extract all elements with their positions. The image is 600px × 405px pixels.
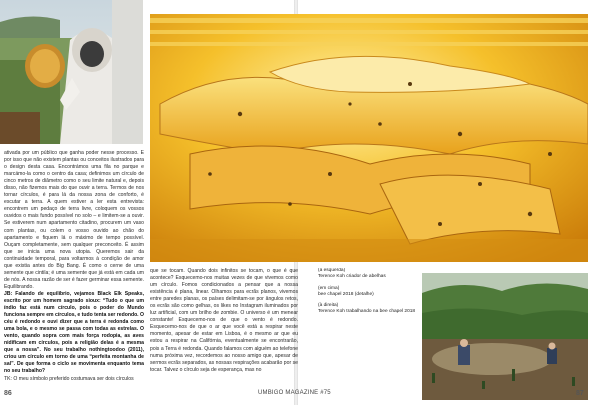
beekeeper-photo: [0, 0, 143, 144]
paragraph: ativada por um público que ganha poder nesse processo. É por isso que não existem plantas ou conceitos ilustrados para o design desta casa. Encontrámos uma fila no parque e marcámo-la como o centro da casa; definimos um círculo de cinco metros de diâmetro como o seu limite natural e, depois disso, não fizemos mais do que ouvir a terra. Termos de nos tornar círculos, é para lá da nossa zona de conforto, é escutar a terra. A quem estiver a ler esta entrevista: encontrem um pedaço de terra livre, coloquem os vossos ouvidos o mais fundo possível no solo – e limitem-se a ouvir. Se estiverem num apartamento citadino, procurem um vaso com plantas, ou colem o vosso ouvido ao chão do apartamento e fiquem lá o máximo de tempo possível. Ouçam completamente, sem qualquer preconceito. É assim que se inicia uma nova utopia. Queremos sair da continuidade temporal, para voltarmos à condição de amor que existia antes do Big Bang. É como o cerne de uma semente que cintila; é uma semente que já está em cada um de nós. A nossa razão de ser é fazer germinar essa semente. Equilibrando.: [4, 150, 144, 290]
caption-position: (à esquerda): [318, 268, 346, 273]
interview-question: JB: Falando de equilíbrio, vejamos Black Elk Speaks, escrito por um homem sagrado sioux: “Tudo o que um índio faz está num círculo, pois o poder do Mundo funciona sempre em círculos, e tudo tenta ser redondo. O céu é redondo e ouvi dizer que a terra é redonda como uma bola, e o mesmo se passa com todas as estrelas. O vento, quando sopra com mais força rodopia, as aves nidificam em círculos, pois a religião delas é a mesma que a nossa”. No seu trabalho nothingtoodoo (2011), criou um círculo em torno de uma “perfeita montanha de sal”. De que forma o ciclo se movimenta enquanto tema no seu trabalho?: [4, 290, 144, 375]
caption-right-photo: [318, 303, 418, 316]
honeycomb-photo: [150, 14, 588, 262]
garden-photo: [422, 273, 588, 400]
page-number-right: 87: [576, 390, 584, 397]
caption-left-photo: [318, 268, 418, 281]
caption-position: (à direita): [318, 303, 339, 309]
caption-text: bee chapel 2018 (detalhe): [318, 291, 374, 297]
photo-captions: [318, 268, 418, 398]
caption-text: Terence Koh criador de abelhas: [318, 274, 386, 280]
text-column-left: [4, 150, 144, 390]
caption-text: Terence Koh trabalhando na bee chapel 2018: [318, 309, 416, 315]
magazine-name: UMBIGO MAGAZINE #75: [258, 390, 331, 396]
text-column-middle: [150, 268, 298, 392]
caption-top-photo: [318, 286, 418, 299]
paragraph: TK: O meu símbolo preferido costumava ser dois círculos: [4, 375, 134, 382]
paragraph: que se tocam. Quando dois infinitos se tocam, o que é que acontece? Esquecemo-nos muitas vezes de que vivemos como um círculo. Fomos condicionados a pensar que a nossa existência é plana, linear. Olhamos para ecrãs planos, vivemos entre paredes planas, os países delimitam-se por ângulos retos, os ecrãs são como gelhas, os likes no Instagram iluminados por luz artificial, com um brilho de zombie. O universo é um menear constante! Esquecemo-nos de que o vento é redondo. Esquecemo-nos de que o ar que você está a respirar neste momento, apesar de estar em Lisboa, é o mesmo ar que eu estou a respirar na Califórnia, eventualmente se encontrarão, pois a Terra é redonda. Quando falamos com alguém ao telefone numa próxima vez, recordemos ao nosso amigo que, apesar de sermos ecrãs separados, as nossas respirações acabarão por se tocar. Talvez o círculo seja de esperança, mas no: [150, 268, 298, 373]
page-number-left: 86: [4, 390, 12, 397]
caption-position: (em cima): [318, 285, 340, 291]
